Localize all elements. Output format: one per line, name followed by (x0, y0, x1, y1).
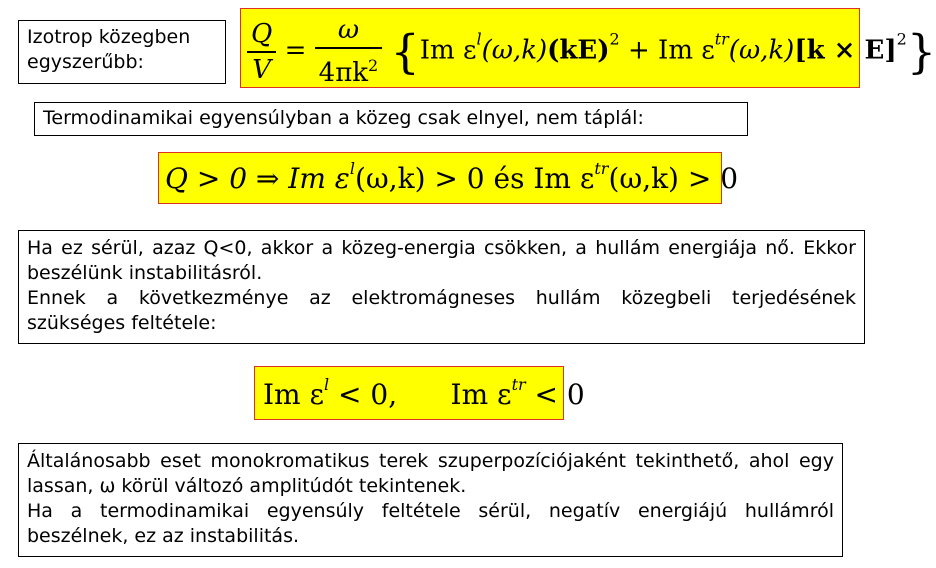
general-case-box (18, 443, 843, 557)
formula-omega-fraction: $\frac{\omega}{4\pi k^2}$ (315, 13, 383, 90)
formula-q-over-v: $\frac{Q}{V}$ (247, 17, 276, 87)
formula-im-eps-tr: Im ε (658, 35, 715, 66)
propagation-part3: < 0 (525, 378, 585, 411)
intro-label-box (18, 20, 226, 84)
thermo-statement-box (34, 102, 748, 136)
instability-paragraph-1: Ha ez sérül, azaz Q<0, akkor a közeg-energia csökken, a hullám energiája nő. Ekkor beszélünk instabilitásról. (27, 237, 856, 284)
condition-part1: Q > 0 ⇒ Im ε (165, 162, 350, 195)
right-brace: } (906, 24, 936, 79)
general-paragraph-2: Ha a termodinamikai egyensúly feltétele sérül, negatív energiájú hullámról beszélnek, ez az instabilitás. (27, 500, 834, 547)
condition-part2: (ω,k) > 0 és Im ε (354, 162, 595, 195)
instability-paragraph-2: Ennek a következménye az elektromágneses hullám közegbeli terjedésének szükséges feltétele: (27, 287, 856, 334)
thermo-statement: Termodinamikai egyensúlyban a közeg csak elnyel, nem táplál: (43, 107, 644, 129)
condition-part3: (ω,k) > 0 (608, 162, 739, 195)
formula-equals: = (284, 35, 307, 66)
formula-k-cross-E: [k × E] (794, 35, 897, 66)
energy-dissipation-formula: $\frac{Q}{V}$ = $\frac{\omega}{4\pi k^2}$ {Im $\varepsilon^l(\omega,k)(kE)^2 + Im$ $\varepsilon^{tr}(\omega,k)[k \times E]^2$} (240, 8, 860, 88)
instability-text-box (18, 230, 865, 344)
propagation-part1: Im ε (263, 378, 325, 411)
formula-kE: (kE) (547, 35, 610, 66)
general-paragraph-1: Általánosabb eset monokromatikus terek szuperpozíciójaként tekinthető, ahol egy lassan, ω körül változó amplitúdót tekintenek. (27, 450, 834, 497)
propagation-part2: < 0, Im ε (329, 378, 512, 411)
propagation-condition-formula: Im $\varepsilon^l < 0$, Im $\varepsilon^{tr} < 0$ (254, 366, 564, 420)
absorption-condition-formula: Q > 0 ⇒ Im $\varepsilon^l(\omega,k) > 0$ és Im $\varepsilon^{tr}(\omega,k) > 0$ (158, 152, 722, 204)
intro-label: Izotrop közegben egyszerűbb: (27, 26, 191, 73)
formula-im-eps-l: Im ε (419, 35, 477, 66)
left-brace: { (390, 24, 420, 79)
